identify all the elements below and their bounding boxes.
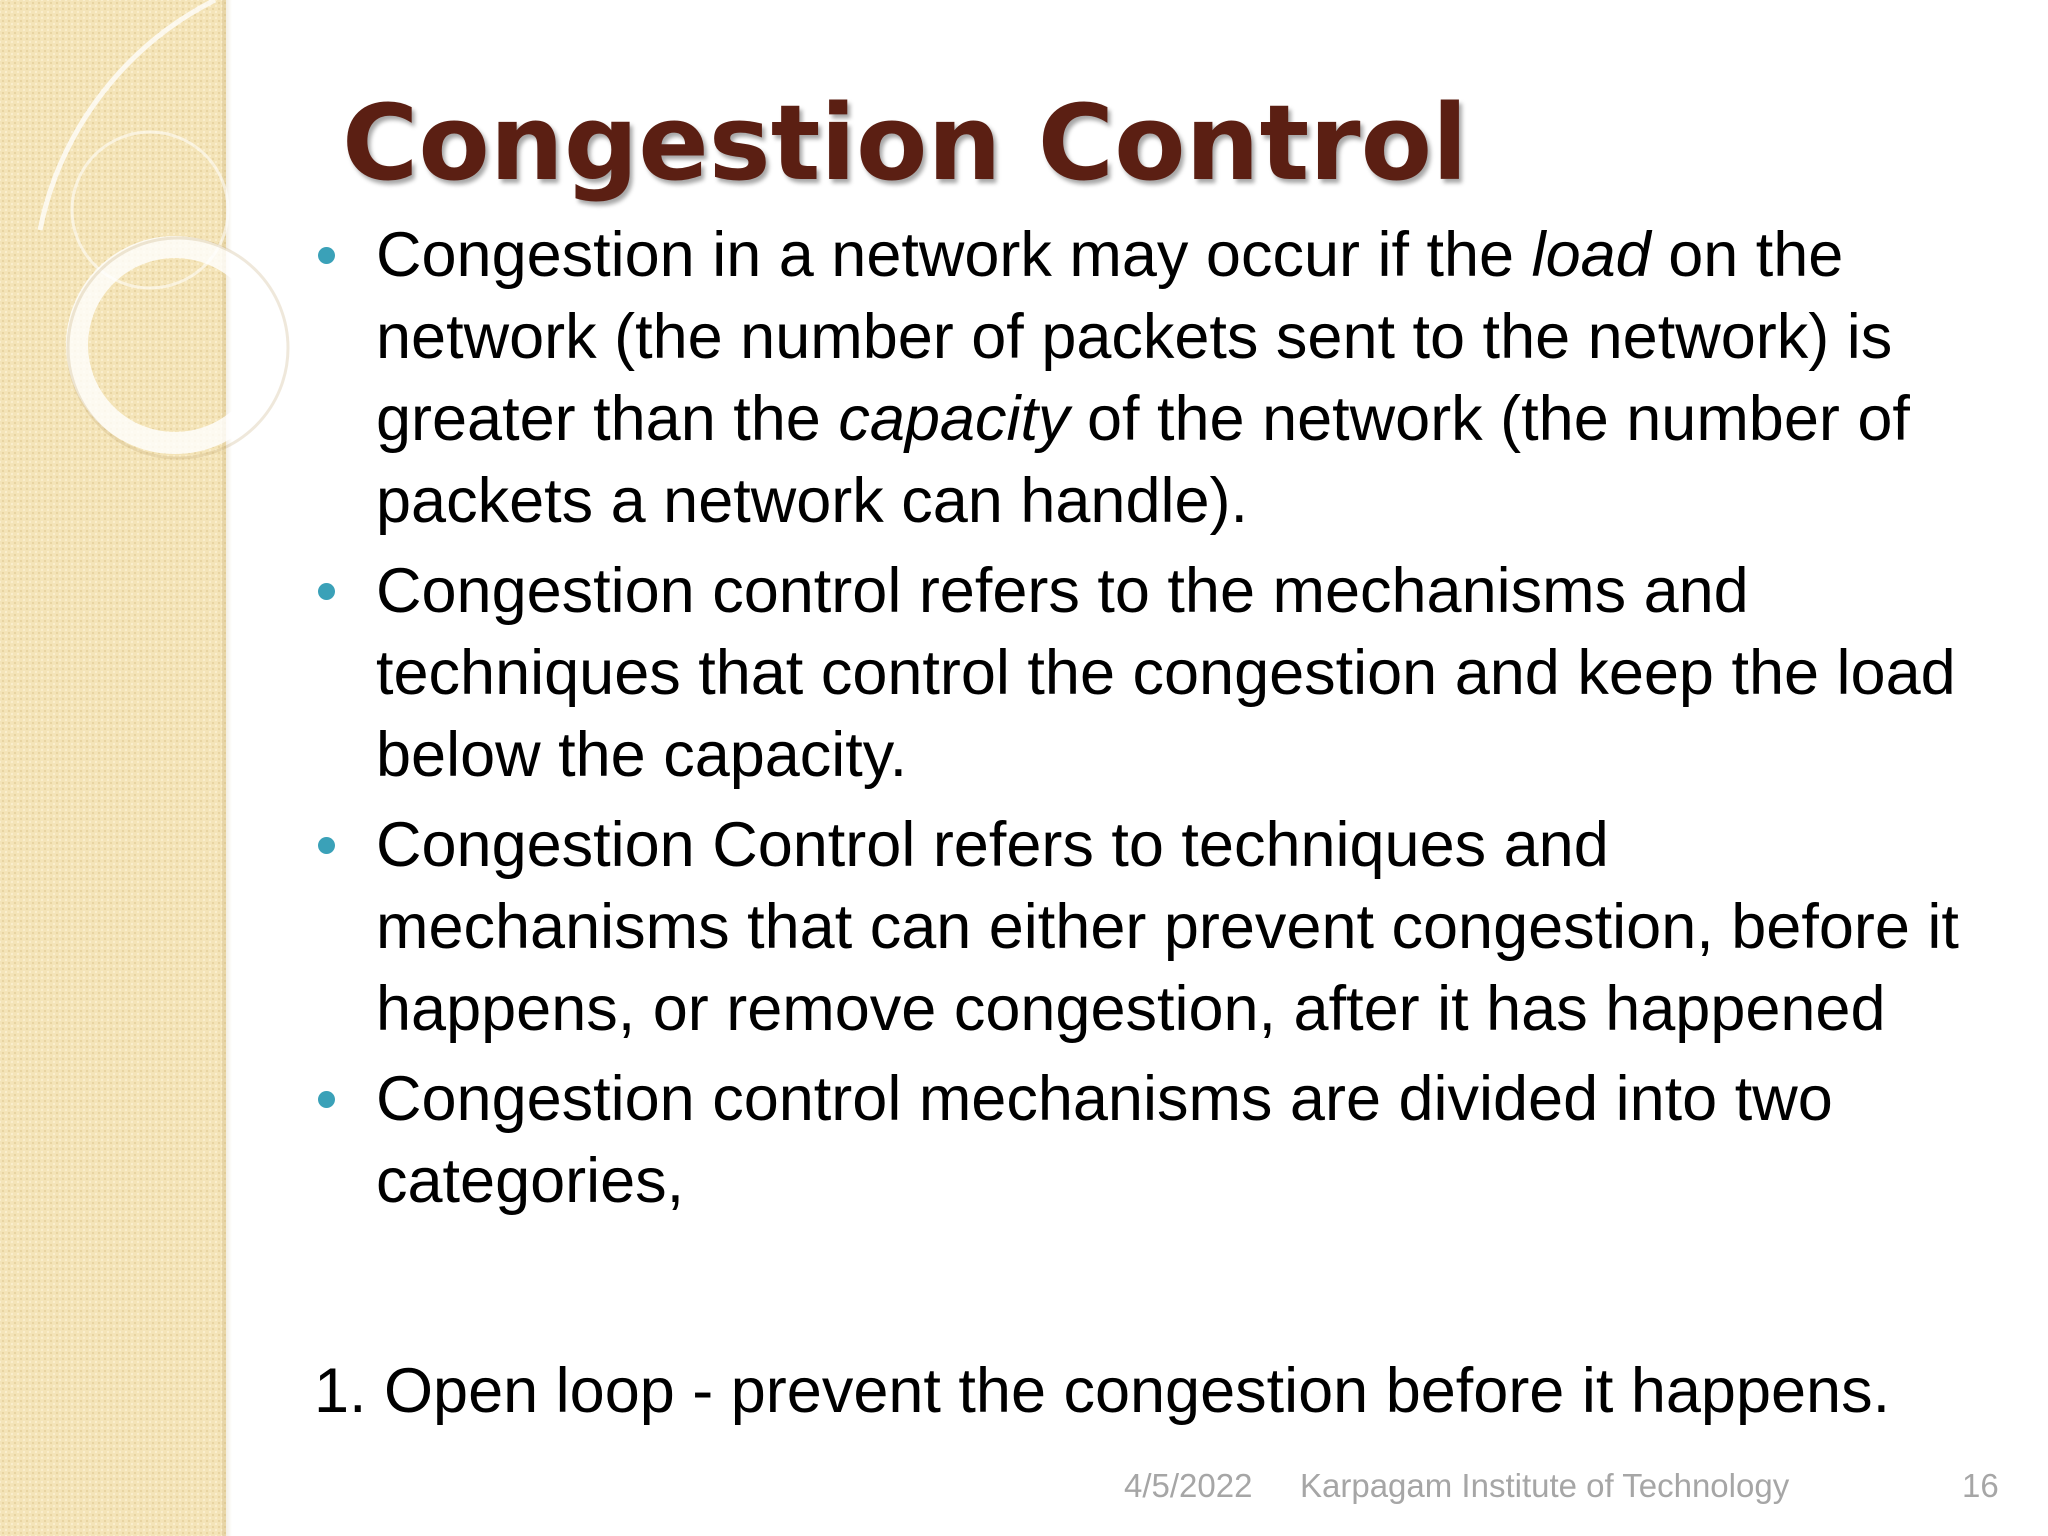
numbered-item: 1. Open loop - prevent the congestion before it happens.	[314, 1356, 1891, 1426]
bullet-text-part: Congestion in a network may occur if the	[376, 220, 1532, 290]
italic-term-capacity: capacity	[838, 384, 1070, 454]
decorative-ring-thick	[77, 247, 273, 443]
bullet-dot-icon	[318, 583, 335, 600]
bullet-text	[376, 220, 1910, 536]
bullet-item	[376, 804, 1976, 1050]
bullet-text: Congestion Control refers to techniques and mechanisms that can either prevent congestion, before it happens, or remove congestion, after it has happened	[376, 810, 1959, 1044]
italic-term-load: load	[1531, 220, 1651, 290]
footer-date: 4/5/2022	[1124, 1467, 1253, 1504]
decorative-ring-shadow	[68, 238, 288, 458]
footer-organization: Karpagam Institute of Technology	[1300, 1467, 1790, 1504]
bullet-dot-icon	[318, 247, 335, 264]
bullet-text-part: on the network (the number of packets sent to the network) is greater than the	[376, 220, 1893, 454]
bullet-list	[376, 214, 1976, 1230]
decorative-arc-large	[40, 0, 215, 230]
bullet-dot-icon	[318, 1091, 335, 1108]
decorative-ring-outer	[72, 132, 228, 288]
bullet-dot-icon	[318, 837, 335, 854]
bullet-item	[376, 214, 1976, 542]
bullet-item	[376, 550, 1976, 796]
bullet-item	[376, 1058, 1976, 1222]
slide-title: Congestion Control	[342, 82, 1468, 204]
decorative-circles	[0, 0, 360, 560]
footer-page-number: 16	[1962, 1467, 1999, 1504]
bullet-text: Congestion control mechanisms are divided into two categories,	[376, 1064, 1833, 1216]
bullet-text-part: of the network (the number of packets a network can handle).	[376, 384, 1910, 536]
bullet-text: Congestion control refers to the mechanisms and techniques that control the congestion and keep the load below the capacity.	[376, 556, 1956, 790]
